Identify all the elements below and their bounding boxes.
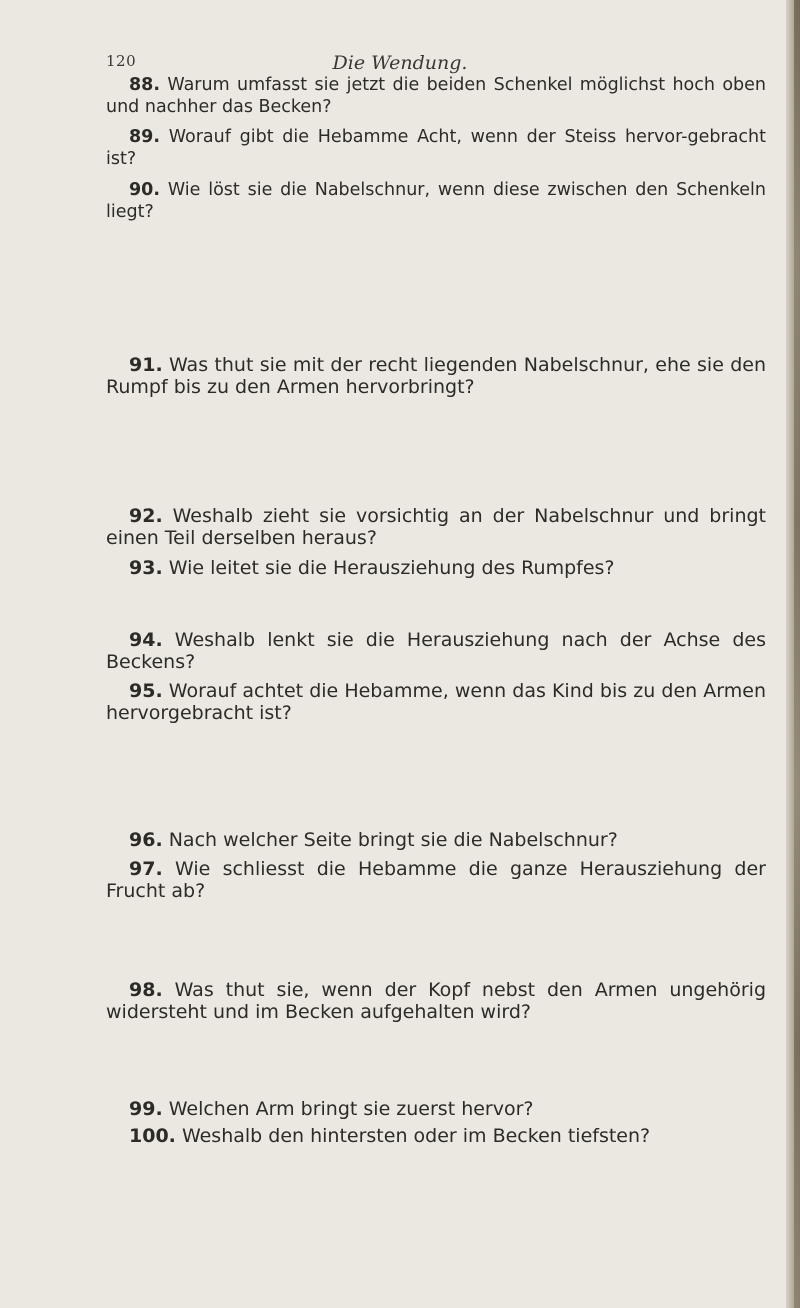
question-number: 92. [129,505,163,527]
question-text: Warum umfasst sie jetzt die beiden Schenkel möglichst hoch oben und nachher das Becken? [106,75,766,117]
question-text: Weshalb den hintersten oder im Becken tiefsten? [181,1125,651,1147]
question-number: 96. [129,829,163,851]
question-number: 88. [129,75,161,95]
question-text: Was thut sie mit der recht liegenden Nabelschnur, ehe sie den Rumpf bis zu den Armen hervorbringt? [106,354,766,398]
question-90 [106,179,766,223]
question-text: Wie leitet sie die Herausziehung des Rumpfes? [168,557,615,579]
question-93 [106,557,766,579]
question-text: Wie schliesst die Hebamme die ganze Herausziehung der Frucht ab? [106,858,766,902]
question-89 [106,126,766,170]
question-text: Welchen Arm bringt sie zuerst hervor? [168,1098,534,1120]
question-number: 91. [129,354,163,376]
question-number: 97. [129,858,163,880]
page-edge-binding [794,0,800,1308]
question-text: Worauf achtet die Hebamme, wenn das Kind bis zu den Armen hervorgebracht ist? [106,680,766,724]
question-100 [106,1125,766,1147]
question-text: Weshalb lenkt sie die Herausziehung nach der Achse des Beckens? [106,629,766,673]
question-97 [106,858,766,902]
question-95 [106,680,766,724]
page-number: 120 [106,52,137,70]
question-number: 94. [129,629,163,651]
question-92 [106,505,766,549]
question-text: Was thut sie, wenn der Kopf nebst den Armen ungehörig widersteht und im Becken aufgehalten wird? [106,979,767,1023]
question-text: Weshalb zieht sie vorsichtig an der Nabelschnur und bringt einen Teil derselben heraus? [106,505,766,549]
question-number: 95. [129,680,163,702]
question-94 [106,629,766,673]
question-number: 93. [129,557,163,579]
question-number: 100. [129,1125,176,1147]
running-title: Die Wendung. [332,52,468,74]
question-98 [106,979,766,1023]
question-91 [106,354,766,398]
question-number: 90. [129,180,161,200]
question-number: 99. [129,1098,163,1120]
question-96 [106,829,766,851]
question-text: Nach welcher Seite bringt sie die Nabelschnur? [168,829,618,851]
question-text: Wie löst sie die Nabelschnur, wenn diese zwischen den Schenkeln liegt? [106,180,766,222]
question-99 [106,1098,766,1120]
question-number: 89. [129,127,161,147]
question-text: Worauf gibt die Hebamme Acht, wenn der Steiss hervor-gebracht ist? [106,127,766,169]
question-88 [106,74,766,118]
question-number: 98. [129,979,163,1001]
